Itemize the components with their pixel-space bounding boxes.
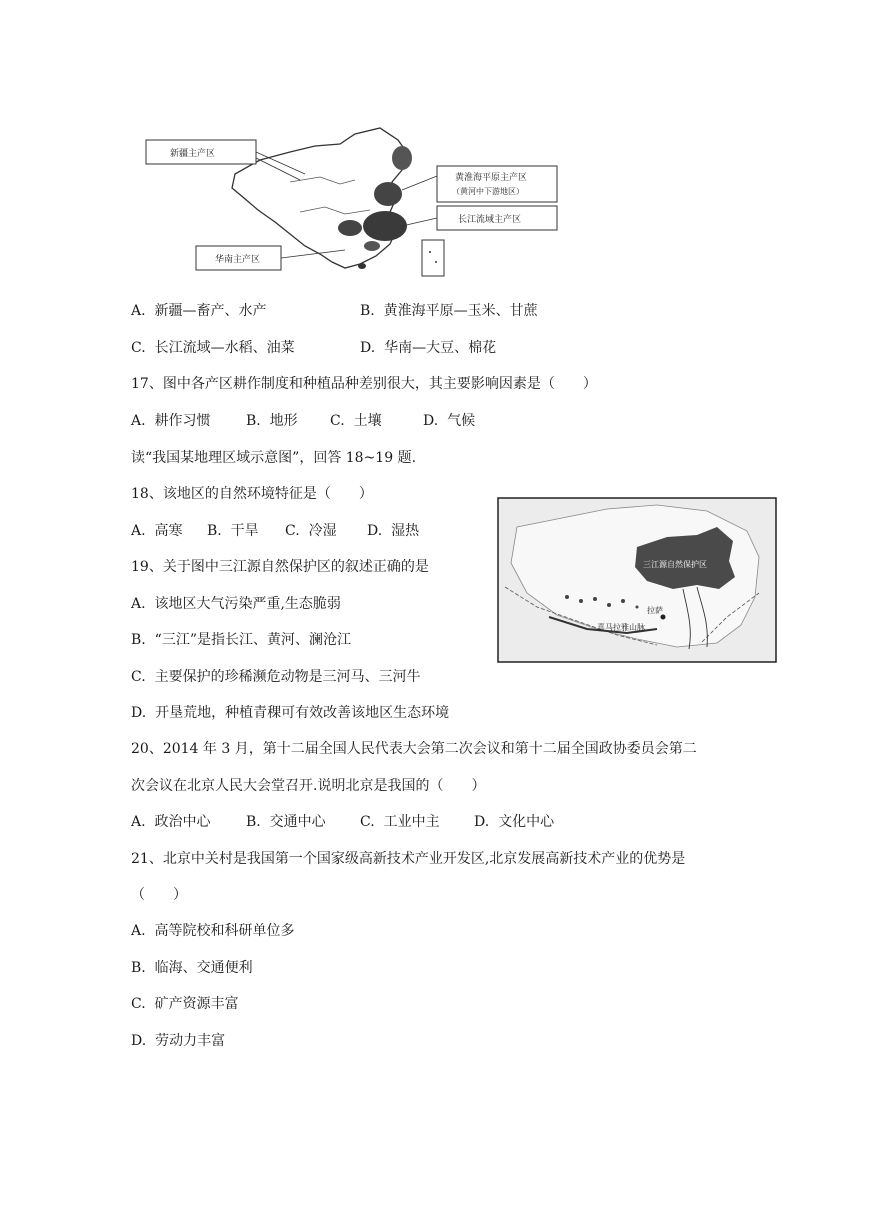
label-huanghuai: 黄淮海平原主产区 xyxy=(455,173,528,183)
q18-stem: 18、该地区的自然环境特征是（ ） xyxy=(131,486,373,502)
label-himalaya: 喜马拉雅山脉 xyxy=(597,623,645,632)
label-changjiang: 长江流域主产区 xyxy=(458,215,522,225)
q17-stem: 17、图中各产区耕作制度和种植品种差别很大，其主要影响因素是（ ） xyxy=(131,376,597,392)
q20-stem-line1: 20、2014 年 3 月，第十二届全国人民代表大会第二次会议和第十二届全国政协委员会第二 xyxy=(131,741,697,757)
label-lhasa: 拉萨 xyxy=(647,606,663,615)
q21-option-a: A. 高等院校和科研单位多 xyxy=(131,923,295,939)
q21-stem-line1: 21、北京中关村是我国第一个国家级高新技术产业开发区,北京发展高新技术产业的优势是 xyxy=(131,851,686,867)
intro-18-19: 读“我国某地理区域示意图”，回答 18~19 题. xyxy=(131,450,417,466)
china-production-map xyxy=(140,122,570,280)
q20-stem-line2: 次会议在北京人民大会堂召开.说明北京是我国的（ ） xyxy=(131,778,486,794)
q16-option-b: B. 黄淮海平原—玉米、甘蔗 xyxy=(360,303,538,319)
q19-option-d: D. 开垦荒地，种植青稞可有效改善该地区生态环境 xyxy=(131,705,450,721)
q20-option-d: D. 文化中心 xyxy=(474,814,555,830)
q20-option-b: B. 交通中心 xyxy=(246,814,326,830)
q21-stem-line2: （ ） xyxy=(131,887,187,903)
q17-option-a: A. 耕作习惯 xyxy=(131,413,211,429)
qinghai-tibet-map xyxy=(497,497,777,663)
q17-option-c: C. 土壤 xyxy=(330,413,382,429)
q19-option-a: A. 该地区大气污染严重,生态脆弱 xyxy=(131,596,341,612)
q18-option-a: A. 高寒 xyxy=(131,523,183,539)
q19-option-b: B. “三江”是指长江、黄河、澜沧江 xyxy=(131,632,351,648)
label-sanjiangyuan: 三江源自然保护区 xyxy=(643,560,707,569)
q19-stem: 19、关于图中三江源自然保护区的叙述正确的是 xyxy=(131,559,429,575)
q16-option-a: A. 新疆—畜产、水产 xyxy=(131,303,267,319)
q19-option-c: C. 主要保护的珍稀濒危动物是三河马、三河牛 xyxy=(131,669,421,685)
q21-option-b: B. 临海、交通便利 xyxy=(131,960,253,976)
label-xinjiang: 新疆主产区 xyxy=(170,149,216,159)
q16-option-c: C. 长江流域—水稻、油菜 xyxy=(131,340,295,356)
label-huanghuai-sub: （黄河中下游地区） xyxy=(452,187,524,196)
q21-option-c: C. 矿产资源丰富 xyxy=(131,996,239,1012)
q18-option-d: D. 湿热 xyxy=(367,523,420,539)
q17-option-d: D. 气候 xyxy=(423,413,476,429)
q16-option-d: D. 华南—大豆、棉花 xyxy=(360,340,497,356)
q18-option-c: C. 冷湿 xyxy=(285,523,337,539)
q20-option-a: A. 政治中心 xyxy=(131,814,211,830)
q18-option-b: B. 干旱 xyxy=(207,523,259,539)
q21-option-d: D. 劳动力丰富 xyxy=(131,1033,226,1049)
q17-option-b: B. 地形 xyxy=(246,413,298,429)
label-huanan: 华南主产区 xyxy=(215,255,261,265)
q20-option-c: C. 工业中主 xyxy=(360,814,440,830)
